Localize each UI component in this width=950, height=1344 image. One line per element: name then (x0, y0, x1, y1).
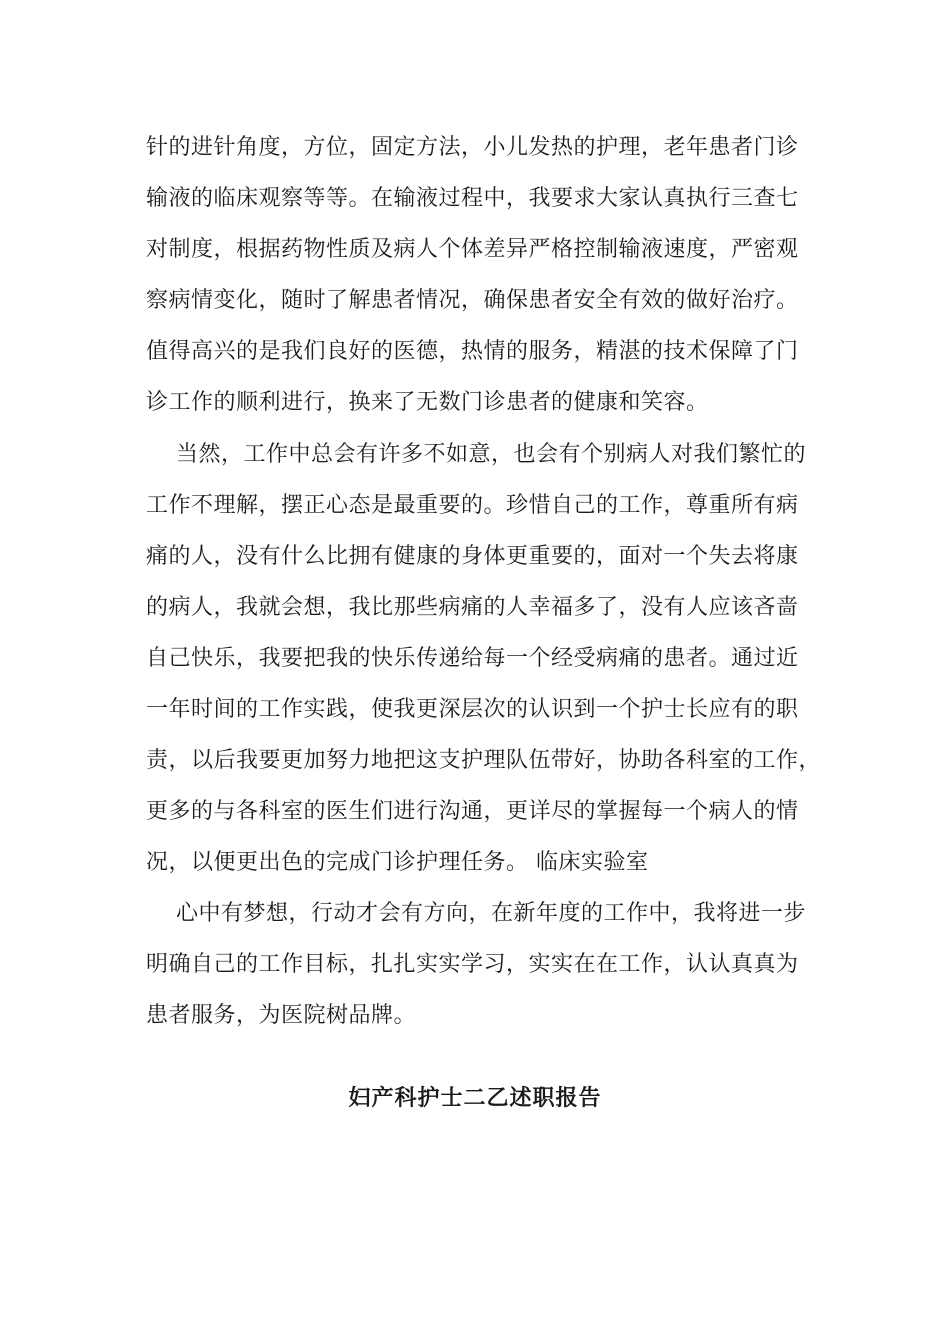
section-title: 妇产科护士二乙述职报告 (348, 1085, 602, 1111)
text-line: 诊工作的顺利进行，换来了无数门诊患者的健康和笑容。 (146, 390, 709, 415)
text-line: 输液的临床观察等等。在输液过程中，我要求大家认真执行三查七 (146, 186, 799, 211)
text-line: 明确自己的工作目标，扎扎实实学习，实实在在工作，认认真真为 (146, 952, 799, 977)
text-line: 更多的与各科室的医生们进行沟通，更详尽的掌握每一个病人的情 (146, 799, 799, 824)
text-line: 对制度，根据药物性质及病人个体差异严格控制输液速度，严密观 (146, 237, 799, 262)
text-line: 自己快乐，我要把我的快乐传递给每一个经受病痛的患者。通过近 (146, 646, 799, 671)
text-line: 痛的人，没有什么比拥有健康的身体更重要的，面对一个失去将康 (146, 544, 799, 569)
paragraph-3 (146, 888, 806, 1041)
text-line: 患者服务，为医院树品牌。 (146, 1003, 417, 1028)
text-line: 心中有梦想，行动才会有方向，在新年度的工作中，我将进一步 (176, 901, 807, 926)
text-line: 察病情变化，随时了解患者情况，确保患者安全有效的做好治疗。 (146, 288, 799, 313)
text-line: 针的进针角度，方位，固定方法，小儿发热的护理，老年患者门诊 (146, 135, 799, 160)
paragraph-1 (146, 122, 806, 428)
text-line: 况，以便更出色的完成门诊护理任务。 临床实验室 (146, 850, 649, 875)
text-line: 当然，工作中总会有许多不如意，也会有个别病人对我们繁忙的 (176, 442, 807, 467)
text-line: 值得高兴的是我们良好的医德，热情的服务，精湛的技术保障了门 (146, 339, 799, 364)
paragraph-2 (146, 429, 822, 888)
text-line: 的病人，我就会想，我比那些病痛的人幸福多了，没有人应该吝啬 (146, 595, 799, 620)
text-line: 工作不理解，摆正心态是最重要的。珍惜自己的工作，尊重所有病 (146, 493, 799, 518)
text-line: 一年时间的工作实践，使我更深层次的认识到一个护士长应有的职 (146, 697, 799, 722)
text-line: 责，以后我要更加努力地把这支护理队伍带好，协助各科室的工作， (146, 748, 822, 773)
